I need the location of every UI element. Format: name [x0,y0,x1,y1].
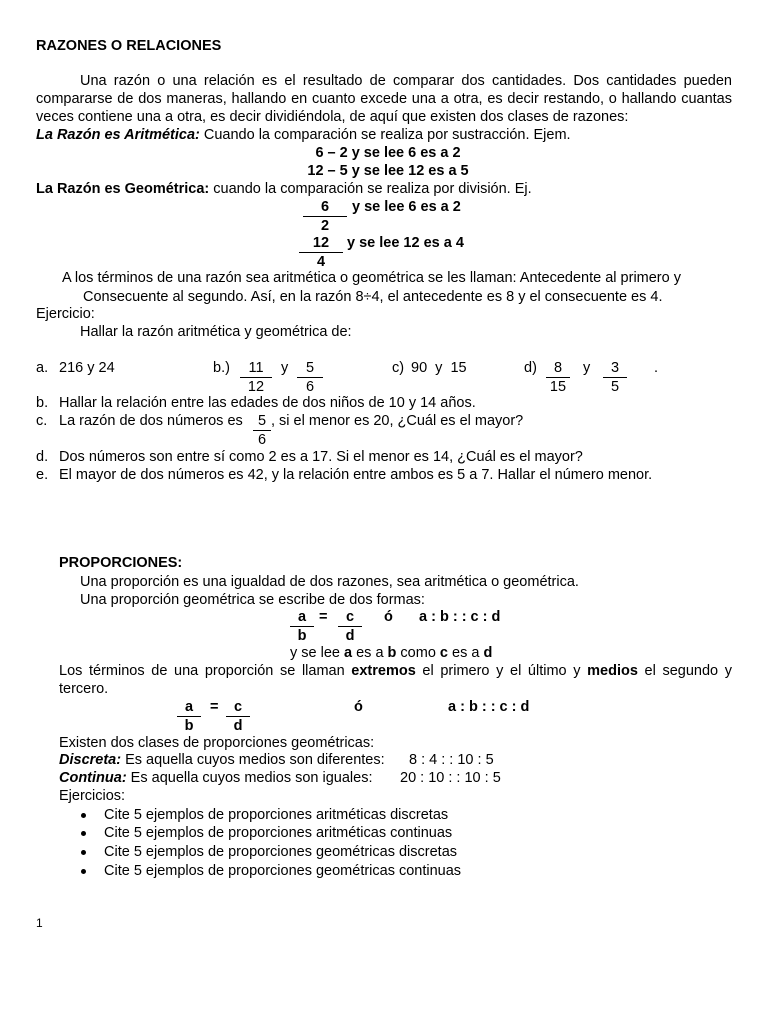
term-medios: medios [587,663,638,679]
exercise-item-marker: e. [36,467,49,483]
fraction-numerator: 11 [240,359,272,378]
intro-paragraph: Una razón o una relación es el resultado de comparar dos cantidades. Dos cantidades pueden compararse de dos maneras, hallando en cuanto excede una a otra, es decir restando, o hallando cuantas veces contiene una a otra, es decir dividiéndola, de aquí que existen dos clases de razones: [36,73,732,125]
proportions-forms: Una proporción geométrica se escribe de dos formas: [80,592,425,608]
proportion-classes: Existen dos clases de proporciones geométricas: [59,735,375,751]
fraction-numerator: 8 [546,359,570,378]
geometric-text: cuando la comparación se realiza por división. Ej. [209,181,532,197]
fraction-numerator: 12 [299,234,343,253]
reading-c: c [439,645,448,661]
proportion-or: ó [384,609,393,625]
bullet-item: Cite 5 ejemplos de proporciones geométricas continuas [104,863,462,879]
fraction-denominator: 12 [247,379,265,395]
fraction-denominator: d [233,718,243,734]
continua-label: Continua: [59,770,127,786]
discreta-text: Es aquella cuyos medios son diferentes: [121,752,385,768]
fraction-numerator: a [177,698,201,717]
fraction-numerator: a [290,608,314,627]
fraction-numerator: 5 [297,359,323,378]
terms-text: Los términos de una proporción se llaman [59,663,352,679]
fraction-numerator: c [226,698,250,717]
proportion-ratio-notation: a : b : : c : d [419,609,501,625]
fraction-denominator: 5 [610,379,620,395]
exercise-item-text: Hallar la relación entre las edades de dos niños de 10 y 14 años. [59,395,476,411]
discreta-definition [59,751,385,769]
exercise-item-text: El mayor de dos números es 42, y la relación entre ambos es 5 a 7. Hallar el número menor. [59,467,653,483]
fraction-numerator: 6 [303,198,347,217]
term-extremos: extremos [351,663,416,679]
proportion-fraction-cd-2 [226,698,250,735]
fraction-denominator: b [297,628,307,644]
proportion-ratio-notation-2: a : b : : c : d [448,699,530,715]
arithmetic-text: Cuando la comparación se realiza por sustracción. Ejem. [199,127,571,143]
proportion-reading [290,644,492,662]
discreta-label: Discreta: [59,752,122,768]
continua-example: 20 : 10 : : 10 : 5 [400,770,501,786]
reading-text: y se lee [290,645,344,661]
geometric-fraction-2 [299,234,343,271]
fraction-numerator: 3 [603,359,627,378]
exercise-item-text-post: , si el menor es 20, ¿Cuál es el mayor? [271,413,524,429]
exercise-item-text-pre: La razón de dos números es [59,413,243,429]
arithmetic-example-2: 12 – 5 y se lee 12 es a 5 [307,163,469,179]
proportion-or-2: ó [354,699,363,715]
proportion-fraction-ab [290,608,314,645]
proportions-title: PROPORCIONES: [59,555,183,571]
page-title: RAZONES O RELACIONES [36,38,222,54]
fraction-numerator: c [338,608,362,627]
terms-line-2: Consecuente al segundo. Así, en la razón 8÷4, el antecedente es 8 y el consecuente es 4. [83,289,663,305]
geometric-reading-1: y se lee 6 es a 2 [352,199,461,215]
geometric-reading-2: y se lee 12 es a 4 [347,235,464,251]
exercise-item-fraction [253,412,271,449]
exercise-c-marker: c) [392,360,405,376]
exercise-label: Ejercicio: [36,306,95,322]
fraction-denominator: b [184,718,194,734]
exercise-item-marker: b. [36,395,49,411]
continua-text: Es aquella cuyos medios son iguales: [126,770,373,786]
reading-d: d [483,645,493,661]
exercise-b-fraction-1 [240,359,272,396]
bullet-item: Cite 5 ejemplos de proporciones aritméticas continuas [104,825,453,841]
fraction-numerator: 5 [253,412,271,431]
fraction-denominator: 4 [316,254,326,270]
arithmetic-definition [36,126,571,144]
geometric-definition [36,180,532,198]
reading-b: b [387,645,397,661]
proportion-equals-2: = [210,699,219,715]
exercise-b-y: y [281,360,289,376]
exercise-d-fraction-1 [546,359,570,396]
exercise-item-marker: d. [36,449,49,465]
arithmetic-example-1: 6 – 2 y se lee 6 es a 2 [315,145,461,161]
discreta-example: 8 : 4 : : 10 : 5 [409,752,494,768]
page-number: 1 [36,916,43,930]
terms-line-1: A los términos de una razón sea aritmética o geométrica se les llaman: Antecedente al primero y [62,270,681,286]
proportion-equals: = [319,609,328,625]
terms-text: el primero y el último y [415,663,588,679]
arithmetic-label: La Razón es Aritmética: [36,127,200,143]
bullet-item: Cite 5 ejemplos de proporciones geométricas discretas [104,844,458,860]
exercise-c-text: 90 y 15 [411,360,467,376]
fraction-denominator: d [345,628,355,644]
terms-text: el segundo y tercero. [59,663,732,697]
exercises-label: Ejercicios: [59,788,126,804]
exercise-item-marker: c. [36,413,48,429]
reading-text: es a [352,645,388,661]
reading-text: como [396,645,440,661]
proportions-definition: Una proporción es una igualdad de dos razones, sea aritmética o geométrica. [80,574,579,590]
reading-a: a [344,645,353,661]
proportion-fraction-ab-2 [177,698,201,735]
exercise-b-marker: b.) [213,360,230,376]
bullet-item: Cite 5 ejemplos de proporciones aritméticas discretas [104,807,449,823]
exercise-d-fraction-2 [603,359,627,396]
exercise-a-text: 216 y 24 [59,360,115,376]
proportion-fraction-cd [338,608,362,645]
exercise-prompt: Hallar la razón aritmética y geométrica de: [80,324,352,340]
exercise-b-fraction-2 [297,359,323,396]
geometric-fraction-1 [303,198,347,235]
exercise-d-marker: d) [524,360,537,376]
fraction-denominator: 6 [305,379,315,395]
fraction-denominator: 2 [320,218,330,234]
fraction-denominator: 15 [549,379,567,395]
fraction-denominator: 6 [257,432,267,448]
proportion-terms-paragraph [59,662,732,698]
exercise-d-end: . [654,360,659,376]
reading-text: es a [448,645,484,661]
exercise-d-y: y [583,360,591,376]
exercise-item-text: Dos números son entre sí como 2 es a 17. Si el menor es 14, ¿Cuál es el mayor? [59,449,583,465]
geometric-label: La Razón es Geométrica: [36,181,210,197]
continua-definition [59,769,373,787]
exercise-a-marker: a. [36,360,49,376]
